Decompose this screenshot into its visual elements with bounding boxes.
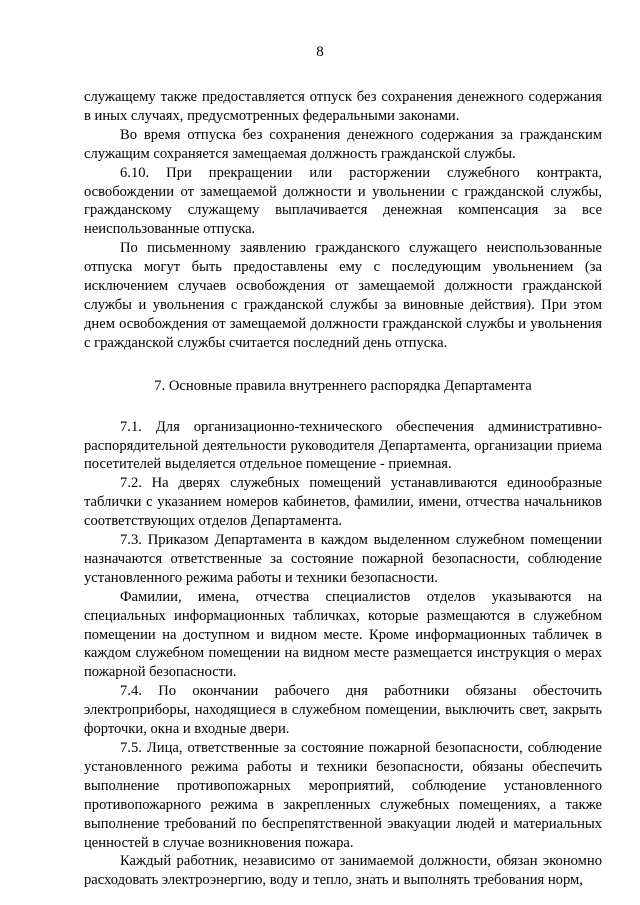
paragraph: По письменному заявлению гражданского служащего неиспользованные отпуска могут быть предоставлены ему с последующим увольнением (за исключением случаев освобождения от замещаемой должности гражданской службы и увольнения с гражданской службы за виновные действия). При этом днем освобождения от замещаемой должности гражданской службы и увольнения с гражданской службы считается последний день отпуска.	[84, 240, 602, 351]
paragraph: 7.1. Для организационно-технического обеспечения административно-распорядительной деятельности руководителя Департамента, организации приема посетителей выделяется отдельное помещение - приемная.	[84, 418, 602, 473]
page-number: 8	[316, 44, 324, 60]
paragraph: служащему также предоставляется отпуск без сохранения денежного содержания в иных случаях, предусмотренных федеральными законами.	[84, 89, 602, 124]
document-body	[84, 88, 602, 890]
paragraph: 7.3. Приказом Департамента в каждом выделенном служебном помещении назначаются ответственные за состояние пожарной безопасности, соблюдение установленного режима работы и техники безопасности.	[84, 532, 602, 586]
paragraph: Каждый работник, независимо от занимаемой должности, обязан экономно расходовать электроэнергию, воду и тепло, знать и выполнять требования норм,	[84, 853, 602, 889]
paragraph: Во время отпуска без сохранения денежного содержания за гражданским служащим сохраняется замещаемая должность гражданской службы.	[84, 126, 602, 162]
paragraph: Фамилии, имена, отчества специалистов отделов указываются на специальных информационных табличках, которые размещаются в служебном помещении на доступном и видном месте. Кроме информационных табличек в каждом служебном помещении на видном месте размещается инструкция о мерах пожарной безопасности.	[84, 588, 602, 681]
paragraph: 6.10. При прекращении или расторжении служебного контракта, освобождении от замещаемой должности и увольнении с гражданской службы, гражданскому служащему выплачивается денежная компенсация за все неиспользованные отпуска.	[84, 164, 602, 238]
paragraph: 7.2. На дверях служебных помещений устанавливаются единообразные таблички с указанием номеров кабинетов, фамилии, имени, отчества начальников соответствующих отделов Департамента.	[84, 475, 602, 530]
paragraph: 7.5. Лица, ответственные за состояние пожарной безопасности, соблюдение установленного режима работы и техники безопасности, обязаны обеспечить выполнение противопожарных мероприятий, соблюдение установленного противопожарного режима в закрепленных служебных помещениях, а также выполнение требований по беспрепятственной эвакуации людей и материальных ценностей в случае возникновения пожара.	[84, 740, 602, 851]
section-heading: 7. Основные правила внутреннего распорядка Департамента	[154, 377, 532, 394]
paragraph: 7.4. По окончании рабочего дня работники обязаны обесточить электроприборы, находящиеся в служебном помещении, выключить свет, закрыть форточки, окна и входные двери.	[84, 683, 602, 738]
